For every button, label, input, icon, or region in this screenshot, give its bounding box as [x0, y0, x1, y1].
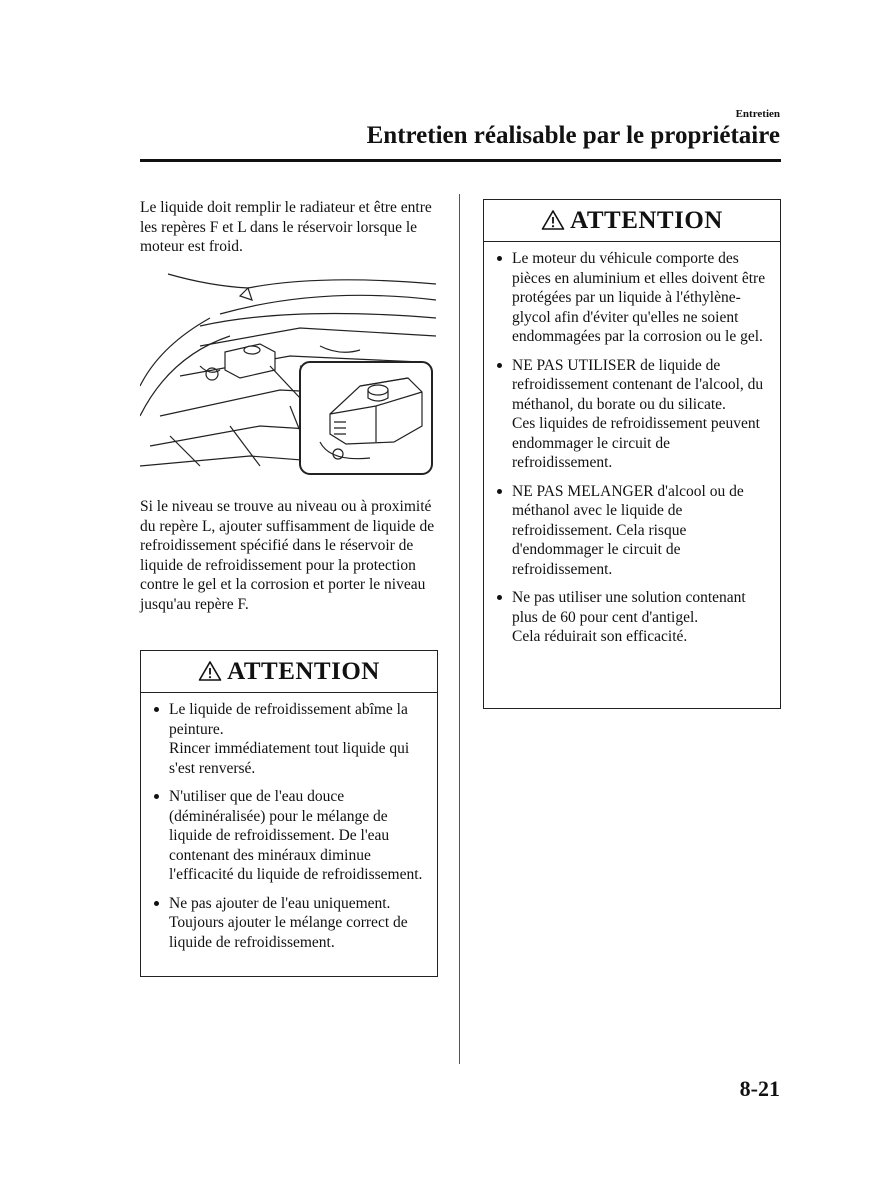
attention-box-right: [483, 199, 781, 709]
bullet-icon: [497, 363, 502, 368]
page-title: Entretien réalisable par le propriétaire: [366, 122, 780, 149]
attention-item: [492, 482, 772, 580]
header-rule: [140, 159, 781, 162]
warning-triangle-icon: [198, 660, 222, 682]
attention-item: [149, 894, 429, 953]
attention-item: [149, 787, 429, 885]
engine-coolant-reservoir-illustration: [140, 266, 436, 484]
attention-item-text: NE PAS UTILISER de liquide de refroidissement contenant de l'alcool, du méthanol, du borate ou du silicate.: [512, 356, 764, 413]
attention-list: [484, 242, 780, 647]
bullet-icon: [154, 901, 159, 906]
bullet-icon: [497, 256, 502, 261]
column-divider: [459, 194, 460, 1064]
attention-item-text: Cela réduirait son efficacité.: [512, 628, 688, 645]
attention-item-text: N'utiliser que de l'eau douce (déminéralisée) pour le mélange de liquide de refroidissement. De l'eau contenant des minéraux diminue l'efficacité du liquide de refroidissement.: [169, 788, 423, 883]
header-section-label: Entretien: [735, 108, 780, 120]
attention-title: ATTENTION: [227, 657, 380, 685]
bullet-icon: [154, 794, 159, 799]
attention-header: [141, 651, 437, 693]
attention-item-text: NE PAS MELANGER d'alcool ou de méthanol avec le liquide de refroidissement. Cela risque d'endommager le circuit de refroidissement.: [512, 482, 744, 578]
attention-box-left: [140, 650, 438, 977]
attention-item-text: Le moteur du véhicule comporte des pièces en aluminium et elles doivent être protégées par un liquide à l'éthylène-glycol afin d'éviter qu'elles ne soient endommagées par la corrosion ou le gel.: [512, 250, 766, 345]
warning-triangle-icon: [541, 209, 565, 231]
attention-item-text: Le liquide de refroidissement abîme la peinture.: [169, 701, 408, 738]
attention-item-text: Rincer immédiatement tout liquide qui s'est renversé.: [169, 740, 410, 777]
bullet-icon: [497, 595, 502, 600]
bullet-icon: [497, 489, 502, 494]
attention-item: [492, 588, 772, 647]
attention-item: [492, 249, 772, 347]
attention-title: ATTENTION: [570, 206, 723, 234]
attention-item-text: Ces liquides de refroidissement peuvent endommager le circuit de refroidissement.: [512, 415, 760, 471]
attention-list: [141, 693, 437, 952]
attention-header: [484, 200, 780, 242]
bullet-icon: [154, 707, 159, 712]
intro-paragraph: Le liquide doit remplir le radiateur et être entre les repères F et L dans le réservoir lorsque le moteur est froid.: [140, 199, 432, 255]
attention-item-text: Ne pas utiliser une solution contenant plus de 60 pour cent d'antigel.: [512, 589, 746, 626]
page-number: 8-21: [739, 1076, 780, 1101]
level-paragraph: Si le niveau se trouve au niveau ou à proximité du repère L, ajouter suffisamment de liquide de refroidissement spécifié dans le réservoir de liquide de refroidissement pour la protection contre le gel et la corrosion et porter le niveau jusqu'au repère F.: [140, 498, 435, 613]
attention-item: [149, 700, 429, 778]
attention-item-text: Ne pas ajouter de l'eau uniquement. Toujours ajouter le mélange correct de liquide de refroidissement.: [169, 894, 408, 951]
attention-item: [492, 356, 772, 473]
